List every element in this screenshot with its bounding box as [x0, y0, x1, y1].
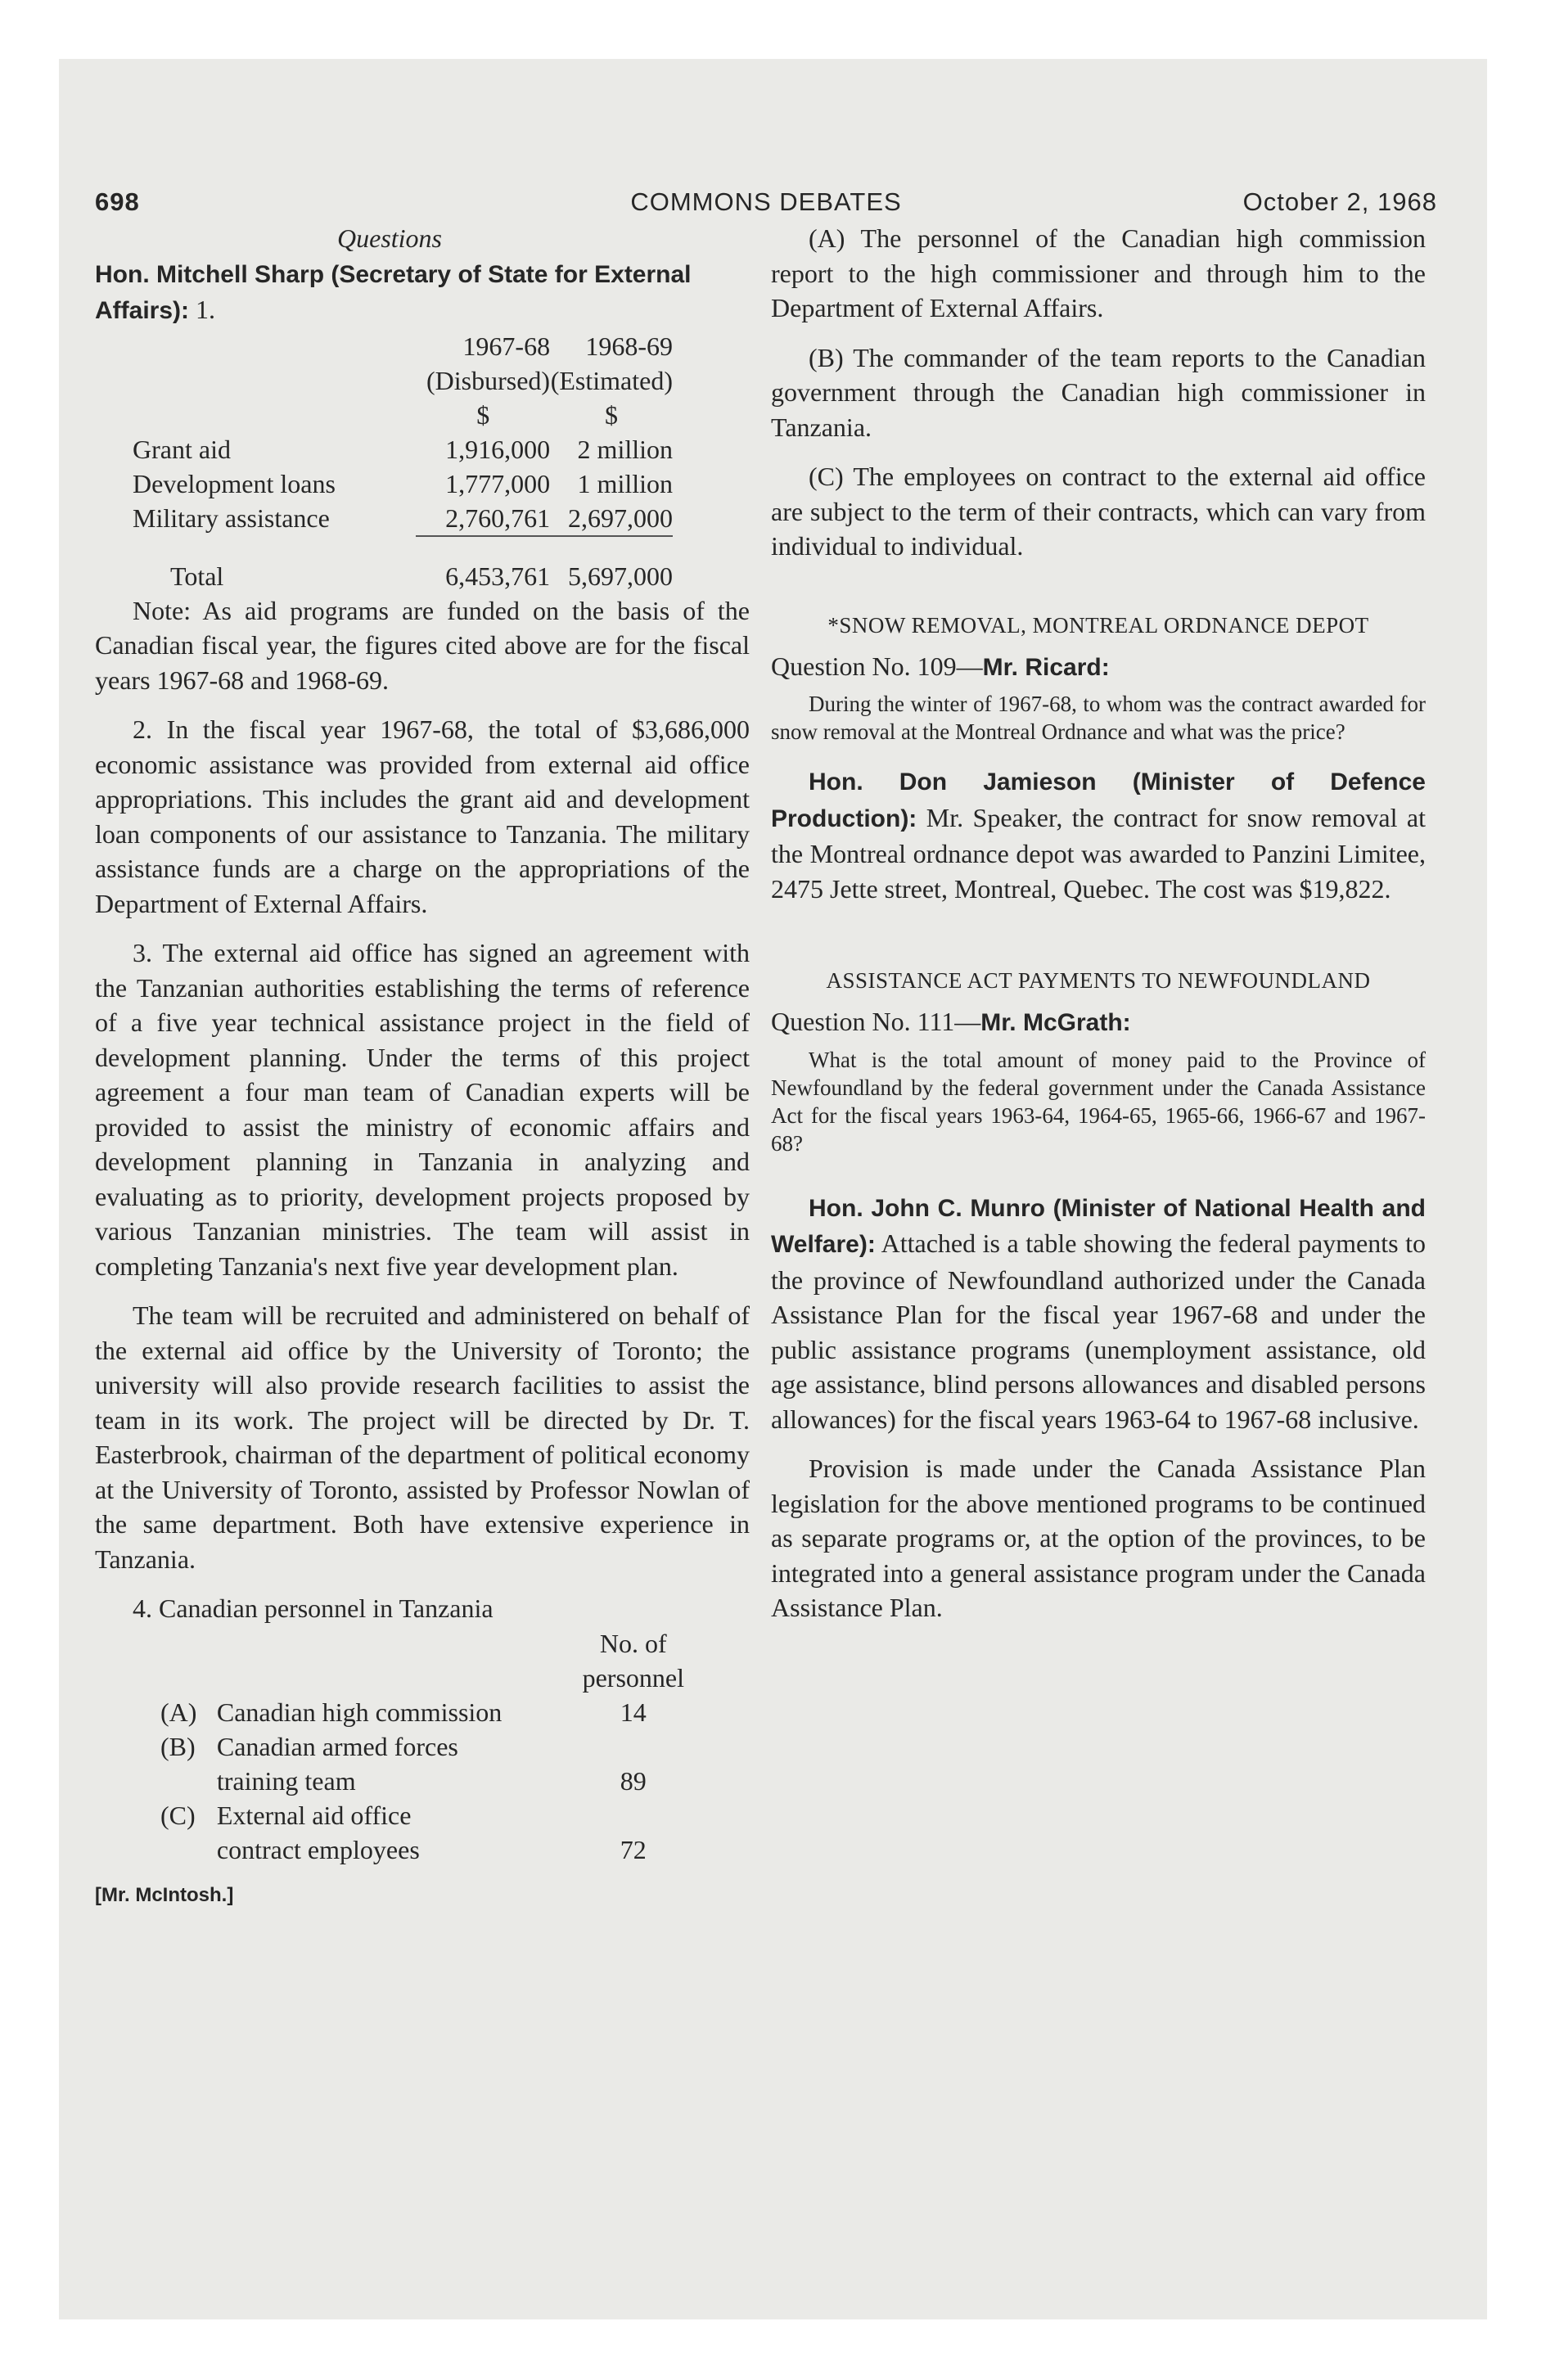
total-value-1968: 5,697,000	[568, 561, 673, 591]
table-row	[133, 432, 673, 467]
table-row	[160, 1798, 684, 1832]
personnel-table	[160, 1626, 684, 1867]
total-value-1967: 6,453,761	[445, 561, 551, 591]
row-label: Canadian armed forces	[216, 1731, 458, 1761]
row-label-continued: training team	[216, 1765, 356, 1796]
speaker-line	[95, 256, 750, 329]
row-value-1968: 1 million	[577, 468, 673, 498]
table-row	[160, 1729, 684, 1764]
row-value-1967: 1,916,000	[445, 434, 551, 464]
section-heading: Questions	[337, 223, 442, 253]
speaker-name: Hon. Mitchell Sharp (Secretary of State for External Affairs):	[95, 260, 692, 324]
section-title-newfoundland: ASSISTANCE ACT PAYMENTS TO NEWFOUNDLAND	[826, 968, 1371, 993]
paragraph-3: 3. The external aid office has signed an agreement with the Tanzanian authorities establishing the terms of reference of a five year technical assistance project in the field of development planning. Under the terms of this project agreement a four man team of Canadian experts will be provided to assist the ministry of economic affairs and development planning in Tanzania in analyzing and evaluating as to priority, development projects proposed by various Tanzanian ministries. The team will assist in completing Tanzania's next five year development plan.	[95, 938, 750, 1281]
aid-col2-sub: (Estimated)	[550, 365, 673, 395]
table-row	[160, 1695, 684, 1729]
row-value-1967: 1,777,000	[445, 468, 551, 498]
row-letter: (B)	[160, 1731, 196, 1761]
publication-title: COMMONS DEBATES	[630, 187, 902, 216]
row-label: Canadian high commission	[216, 1697, 503, 1727]
personnel-header-2: personnel	[582, 1662, 684, 1693]
answer-speaker: Hon. John C. Munro (Minister of National Health and Welfare):	[771, 1194, 1426, 1258]
section-title-snow: *SNOW REMOVAL, MONTREAL ORDNANCE DEPOT	[827, 612, 1369, 638]
answer-text: Mr. Speaker, the contract for snow removal at the Montreal ordnance depot was awarded to Panzini Limitee, 2475 Jette street, Montreal, Quebec. The cost was $19,822.	[771, 802, 1426, 904]
paragraph-c: (C) The employees on contract to the external aid office are subject to the term of their contracts, which can vary from individual to individual.	[771, 462, 1426, 561]
table-row	[133, 501, 673, 536]
aid-col1-header: 1967-68	[462, 331, 551, 361]
question-text: During the winter of 1967-68, to whom was the contract awarded for snow removal at the Montreal Ordnance and what was the price?	[771, 692, 1426, 744]
aid-col2-header: 1968-69	[585, 331, 673, 361]
paragraph-4: The team will be recruited and administered on behalf of the external aid office by the University of Toronto; the university will also provide research facilities to assist the team in its work. The project will be directed by Dr. T. Easterbrook, chairman of the department of political economy at the University of Toronto, assisted by Professor Nowlan of the same department. Both have extensive experience in Tanzania.	[95, 1300, 750, 1574]
question-label: Question No. 109—	[771, 651, 983, 681]
page-footer: [Mr. McIntosh.]	[95, 1883, 234, 1906]
aid-col1-sub: (Disbursed)	[426, 365, 551, 395]
answer-speaker: Hon. Don Jamieson (Minister of Defence Production):	[771, 769, 1426, 832]
row-label-continued: contract employees	[216, 1834, 420, 1864]
answer-text: Attached is a table showing the federal payments to the province of Newfoundland authorized under the Canada Assistance Plan for the fiscal year 1967-68 and under the public assistance programs (unemployment assistance, old age assistance, blind persons allowances and disabled persons allowances) for the fiscal years 1963-64 to 1967-68 inclusive.	[771, 1228, 1426, 1434]
aid-table	[133, 329, 673, 593]
paragraph-a: (A) The personnel of the Canadian high commission report to the high commissioner and through him to the Department of External Affairs.	[771, 223, 1426, 322]
left-column	[95, 221, 750, 2161]
item-number: 1.	[196, 295, 216, 324]
row-label: Military assistance	[133, 503, 330, 533]
personnel-header-1: No. of	[599, 1628, 667, 1658]
row-label: External aid office	[216, 1800, 412, 1830]
paragraph-provision: Provision is made under the Canada Assistance Plan legislation for the above mentioned programs to be continued as separate programs or, at the option of the provinces, to be integrated into a general assistance program under the Canada Assistance Plan.	[771, 1454, 1426, 1622]
question-line	[771, 649, 1426, 686]
page-header	[95, 187, 1437, 223]
aid-col1-currency: $	[476, 399, 490, 430]
page-number: 698	[95, 187, 140, 216]
total-label: Total	[170, 561, 224, 591]
paragraph-5: 4. Canadian personnel in Tanzania	[133, 1593, 494, 1623]
question-member: Mr. Ricard:	[982, 653, 1110, 681]
question-line	[771, 1004, 1426, 1041]
row-label: Development loans	[133, 468, 336, 498]
question-text: What is the total amount of money paid to the Province of Newfoundland by the federal government under the Canada Assistance Act for the fiscal years 1963-64, 1964-65, 1965-66, 1966-67 and 1967-68?	[771, 1047, 1426, 1156]
answer-paragraph	[771, 1190, 1426, 1437]
row-value: 72	[620, 1834, 647, 1864]
question-member: Mr. McGrath:	[980, 1009, 1131, 1036]
row-value: 14	[620, 1697, 647, 1727]
row-letter: (A)	[160, 1697, 197, 1727]
note-paragraph: Note: As aid programs are funded on the basis of the Canadian fiscal year, the figures cited above are for the fiscal years 1967-68 and 1968-69.	[95, 595, 750, 695]
row-value: 89	[620, 1765, 647, 1796]
total-rule	[550, 536, 673, 559]
right-column	[771, 221, 1426, 2161]
total-row	[133, 559, 673, 593]
row-value-1968: 2 million	[577, 434, 673, 464]
answer-paragraph	[771, 764, 1426, 906]
row-letter: (C)	[160, 1800, 196, 1830]
aid-col2-currency: $	[605, 399, 619, 430]
row-value-1968: 2,697,000	[568, 503, 673, 533]
row-value-1967: 2,760,761	[445, 503, 551, 533]
total-rule	[416, 536, 550, 559]
issue-date: October 2, 1968	[1242, 187, 1437, 216]
table-row	[133, 467, 673, 501]
paragraph-2: 2. In the fiscal year 1967-68, the total of $3,686,000 economic assistance was provided from external aid office appropriations. This includes the grant aid and development loan components of our assistance to Tanzania. The military assistance funds are a charge on the appropriations of the Department of External Affairs.	[95, 714, 750, 918]
row-label: Grant aid	[133, 434, 231, 464]
question-label: Question No. 111—	[771, 1007, 981, 1036]
paragraph-b: (B) The commander of the team reports to the Canadian government through the Canadian high commissioner in Tanzania.	[771, 342, 1426, 442]
